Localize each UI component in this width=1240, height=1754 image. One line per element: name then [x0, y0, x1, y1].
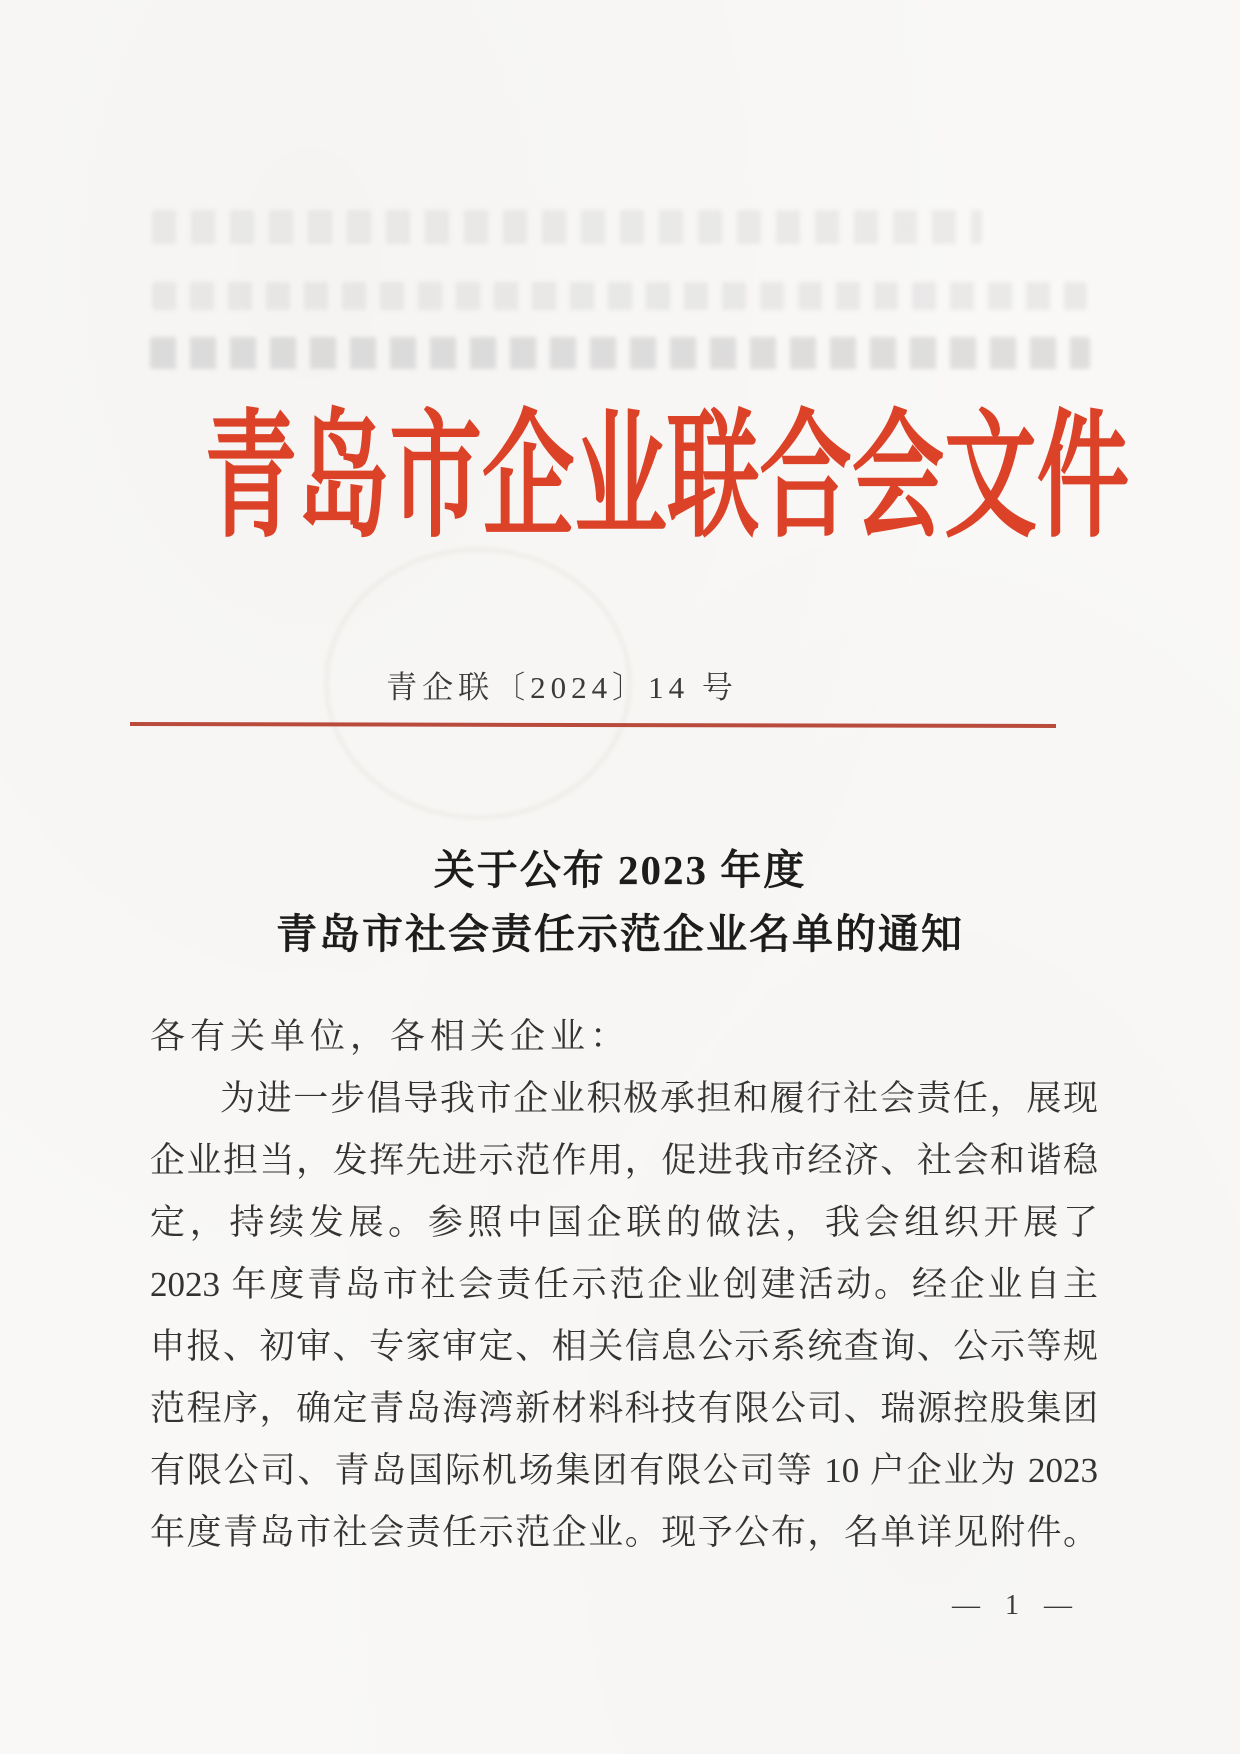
notice-title: [0, 838, 1240, 966]
body-line: 有限公司、青岛国际机场集团有限公司等 10 户企业为 2023: [150, 1451, 1098, 1490]
bleedthrough-text-row: [152, 282, 1087, 310]
body-line: 定，持续发展。参照中国企联的做法，我会组织开展了: [150, 1203, 1098, 1242]
bleedthrough-text-row: [152, 210, 982, 244]
document-number: 青企联〔2024〕14 号: [386, 670, 738, 705]
body-line: 申报、初审、专家审定、相关信息公示系统查询、公示等规: [150, 1327, 1098, 1366]
body-line: 企业担当，发挥先进示范作用，促进我市经济、社会和谐稳: [150, 1141, 1098, 1180]
masthead-title: 青岛市企业联合会文件: [204, 401, 1130, 554]
notice-title-line2: 青岛市社会责任示范企业名单的通知: [276, 911, 964, 957]
bleedthrough-text-row: [150, 337, 1090, 369]
notice-title-line1: 关于公布 2023 年度: [433, 847, 807, 893]
body-line: 范程序，确定青岛海湾新材料科技有限公司、瑞源控股集团: [150, 1389, 1098, 1428]
salutation-line: 各有关单位，各相关企业：: [150, 1017, 631, 1056]
body-line: 年度青岛市社会责任示范企业。现予公布，名单详见附件。: [150, 1513, 1098, 1552]
body-line: 为进一步倡导我市企业积极承担和履行社会责任，展现: [220, 1079, 1098, 1118]
body-line: 2023 年度青岛市社会责任示范企业创建活动。经企业自主: [150, 1265, 1098, 1304]
notice-body: [150, 1006, 1098, 1564]
page-number: — 1 —: [952, 1590, 1081, 1621]
